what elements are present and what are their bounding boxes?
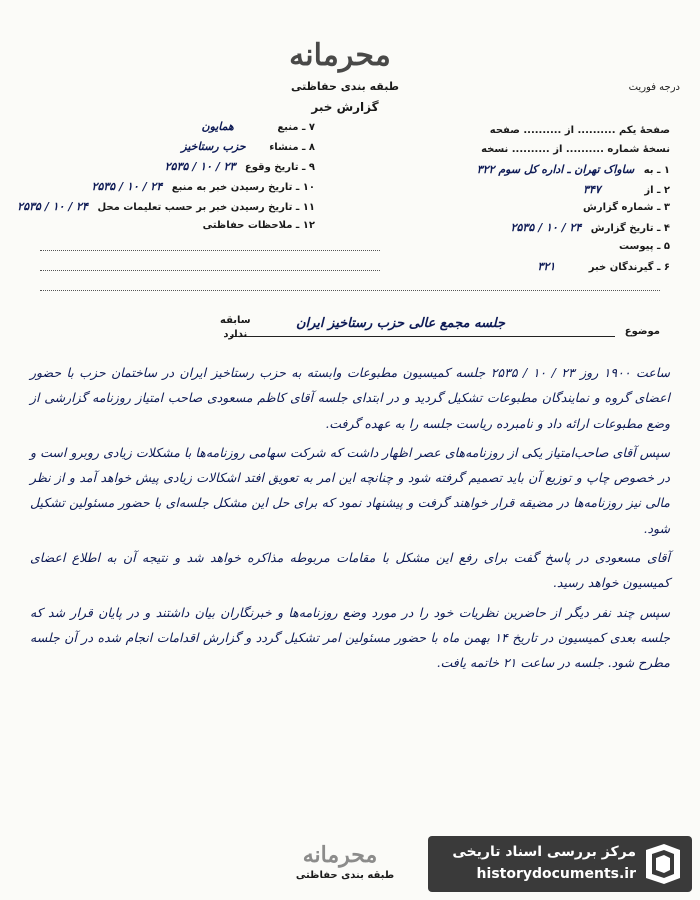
field-report-number: ۳ ـ شماره گزارش [583,202,670,213]
field-origin: ۸ ـ منشاء حزب رستاخیز [181,140,315,153]
watermark-url: historydocuments.ir [476,866,636,882]
field-date-by-instructions: ۱۱ ـ تاریخ رسیدن خبر بر حسب تعلیمات محل ۲۴ / ۱۰ / ۲۵۳۵ [17,200,315,213]
body-paragraph: ساعت ۱۹۰۰ روز ۲۳ / ۱۰ / ۲۵۳۵ جلسه کمیسیون مطبوعات وابسته به حزب رستاخیز ایران در ساختمان حزب با حضور اعضای گروه و نمایندگان مطبوعات تشکیل گردید و در ابتدای جلسه آقای کاظم مسعودی صاحب امتیاز روزنامه گزارشی از وضع مطبوعات ارائه داد و نامبرده ریاست جلسه را به عهده گرفت. [30,365,670,431]
field-to: ۱ ـ به ساواک تهران ـ اداره کل سوم ۳۲۲ [476,163,670,176]
field-page-of: صفحهٔ یکم .......... از .......... صفحه [489,125,670,136]
body-paragraph: سپس آقای صاحب‌امتیاز یکی از روزنامه‌های عصر اظهار داشت که شرکت سهامی روزنامه‌ها با مشکلات زیادی روبرو است و در خصوص چاپ و توزیع آن باید تصمیم گرفته شود و چنانچه این امر به تعویق افتد اشکالات زیادی پیش خواهد آمد و از نظر مالی نیز روزنامه‌ها در مضیقه قرار خواهند گرفت و پیشنهاد نمود که برای حل این مشکل جلسه‌ای با حضور مسئولین تشکیل شود. [30,444,670,536]
classification-label-bottom: طبقه بندی حفاظتی [295,870,395,881]
subject-label: موضوع [624,326,660,337]
field-recipients: ۶ ـ گیرندگان خبر ۳۲۱ [537,260,670,273]
field-occurrence-date: ۹ ـ تاریخ وقوع ۲۳ / ۱۰ / ۲۵۳۵ [164,160,315,173]
field-security-notes: ۱۲ ـ ملاحظات حفاظتی [202,220,315,231]
archive-logo-icon [642,842,684,886]
sabegh [220,314,251,342]
dotted-line [40,250,380,251]
archive-watermark [428,836,692,892]
body-paragraph: آقای مسعودی در پاسخ گفت برای رفع این مشکل با مقامات مربوطه مذاکره خواهد شد و نتیجه آن به اطلاع اعضای کمیسیون خواهد رسید. [30,550,670,591]
report-body [30,360,670,680]
classification-label: طبقه بندی حفاظتی [290,80,400,93]
subject-underline [230,336,615,337]
field-source: ۷ ـ منبع همایون [201,120,315,133]
body-paragraph: سپس چند نفر دیگر از حاضرین نظریات خود را در مورد وضع روزنامه‌ها و خبرنگاران بیان داشتند و در پایان قرار شد که جلسه بعدی کمیسیون در تاریخ ۱۴ بهمن ماه با حضور مسئولین امر تشکیل گردد و گزارش اقدامات انجام شده در آن جلسه مطرح شود. جلسه در ساعت ۲۱ خاتمه یافت. [30,604,670,671]
field-copy-number: نسخهٔ شماره .......... از .......... نسخه [481,144,670,155]
field-report-date: ۴ ـ تاریخ گزارش ۲۴ / ۱۰ / ۲۵۳۵ [510,221,670,234]
urgency-label: درجه فوریت [628,82,680,93]
field-attachment: ۵ ـ پیوست [618,241,670,252]
field-date-to-source: ۱۰ ـ تاریخ رسیدن خبر به منبع ۲۴ / ۱۰ / ۲۵۳۵ [91,180,315,193]
field-from: ۲ ـ از ۳۴۷ [583,183,670,196]
dotted-line [40,290,660,291]
sabegh-value: ندارد [223,329,248,340]
subject-row [30,312,670,342]
sabegh-label: سابقه [220,315,251,326]
confidential-stamp: محرمانه [289,38,391,73]
dotted-line [40,270,380,271]
subject-value: جلسه مجمع عالی حزب رستاخیز ایران [295,316,505,331]
report-title: گزارش خبر [311,100,379,114]
confidential-stamp-bottom: محرمانه [302,842,378,868]
watermark-title: مرکز بررسی اسناد تاریخی [452,844,636,860]
